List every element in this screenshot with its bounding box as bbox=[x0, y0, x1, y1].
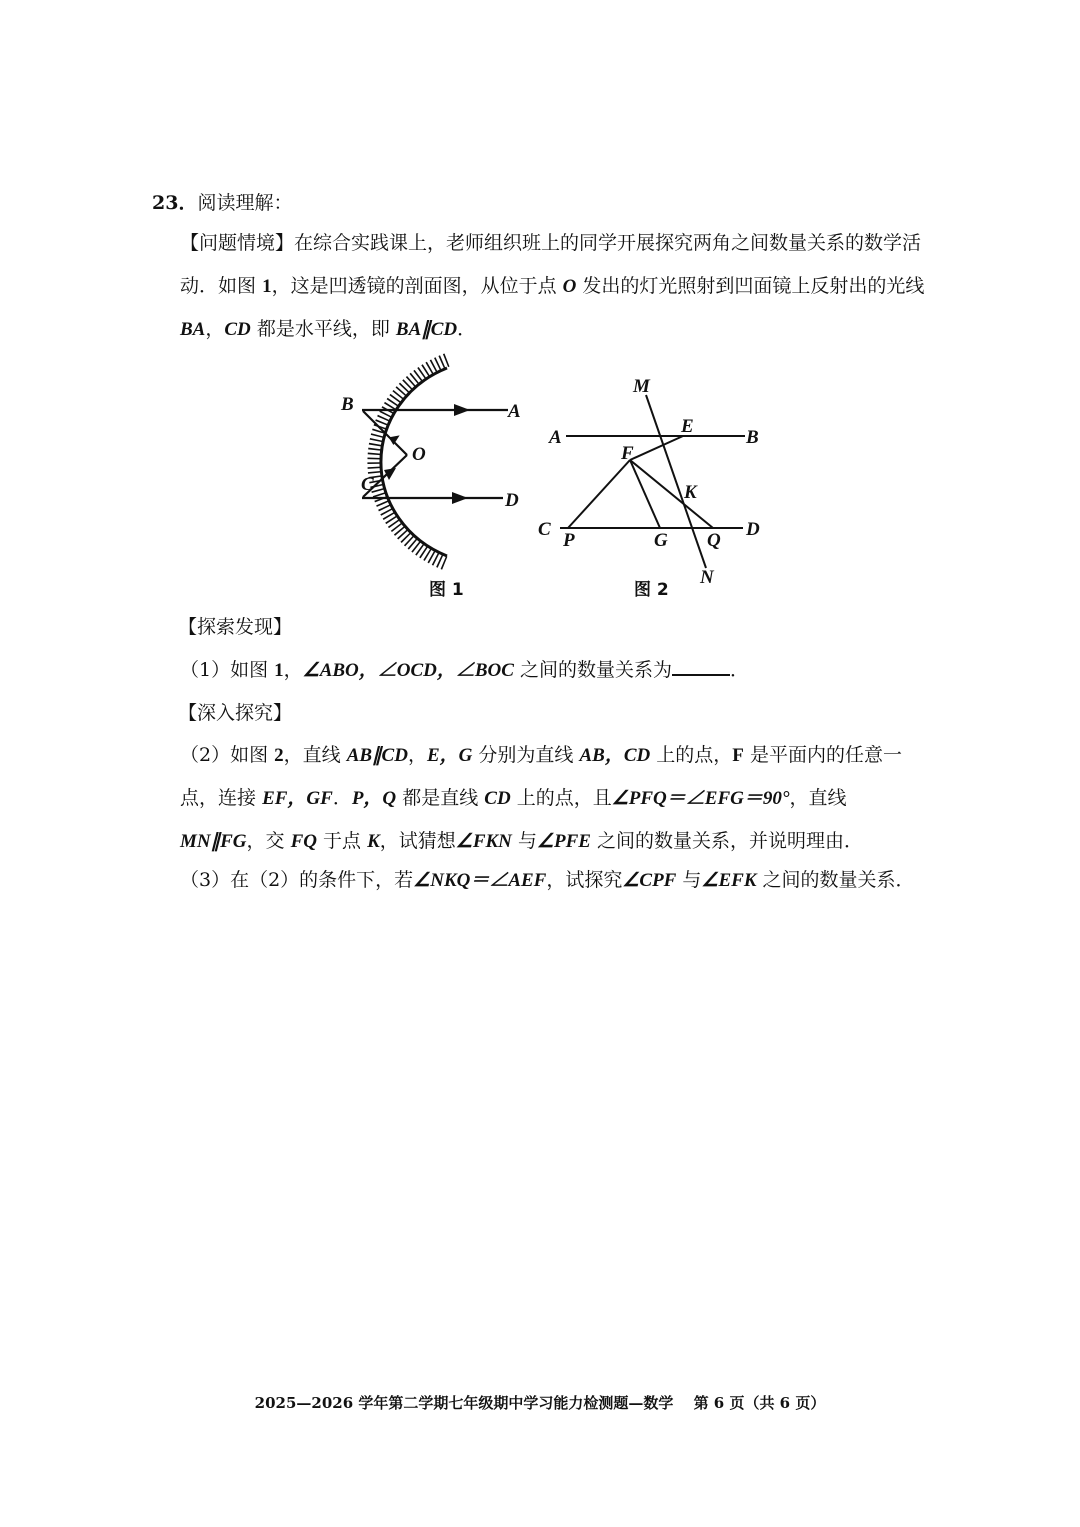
q1-answer-blank[interactable] bbox=[672, 660, 730, 676]
fig2-label-b: B bbox=[746, 427, 759, 448]
fig1-label-c: C bbox=[361, 474, 374, 495]
q2-text-o: 之间的数量关系，并说明理由． bbox=[597, 830, 864, 852]
q2-text-b: ，直线 bbox=[283, 744, 341, 766]
q3-text-d: 之间的数量关系． bbox=[762, 869, 915, 891]
q2-text-d: 分别为直线 bbox=[478, 744, 574, 766]
segment-ef bbox=[630, 436, 683, 460]
q1-text-a: （1）如图 bbox=[180, 659, 269, 681]
fig2-label-k: K bbox=[684, 482, 697, 503]
q1-text-c: 之间的数量关系为 bbox=[520, 659, 673, 681]
q2-text-a: （2）如图 bbox=[180, 744, 269, 766]
context-fig-ref: 1 bbox=[262, 276, 272, 297]
q2-text-h: 都是直线 bbox=[402, 787, 479, 809]
context-cd: CD bbox=[224, 319, 251, 340]
ray-ba-arrow bbox=[454, 404, 470, 416]
q2-lines-ab-cd: AB，CD bbox=[579, 745, 651, 766]
q2-text-c: ， bbox=[407, 744, 427, 766]
q2-line-cd: CD bbox=[484, 788, 511, 809]
q1-text-b: ， bbox=[283, 659, 303, 681]
context-text-d: 都是水平线，即 bbox=[256, 318, 390, 340]
segment-fg bbox=[630, 460, 660, 528]
q2-text-n: 与 bbox=[517, 830, 537, 852]
deep-tag: 【深入探究】 bbox=[178, 702, 293, 724]
q3-text-b: ，试探究 bbox=[546, 869, 623, 891]
question-number: 23． bbox=[152, 192, 198, 214]
q2-fq: FQ bbox=[290, 831, 317, 852]
context-end: ． bbox=[457, 318, 477, 340]
question-1 bbox=[180, 655, 749, 682]
q2-text-k: ，交 bbox=[246, 830, 285, 852]
q3-text-c: 与 bbox=[682, 869, 702, 891]
q2-parallel: AB∥CD bbox=[346, 745, 408, 766]
fig1-label-a: A bbox=[508, 401, 521, 422]
q2-points-pq: P，Q bbox=[351, 788, 397, 809]
segment-fp bbox=[568, 460, 630, 528]
fig2-label-a: A bbox=[549, 427, 562, 448]
q2-angle-fkn: ∠FKN bbox=[455, 831, 512, 852]
fig2-label-e: E bbox=[681, 416, 694, 437]
fig1-label-d: D bbox=[505, 490, 519, 511]
q2-mn-fg: MN∥FG bbox=[180, 831, 247, 852]
fig2-label-d: D bbox=[746, 519, 760, 540]
q2-points-eg: E，G bbox=[426, 745, 473, 766]
q2-point-k: K bbox=[367, 831, 380, 852]
context-text-c: 发出的灯光照射到凹面镜上反射出的光线 bbox=[582, 275, 925, 297]
fig2-label-f: F bbox=[621, 443, 634, 464]
explore-tag: 【探索发现】 bbox=[178, 616, 293, 638]
context-parallel: BA∥CD bbox=[395, 319, 458, 340]
q2-segments-ef-gf: EF，GF bbox=[262, 788, 333, 809]
q2-text-i: 上的点，且 bbox=[516, 787, 612, 809]
fig2-label-n: N bbox=[700, 567, 714, 588]
figure-2 bbox=[538, 376, 760, 600]
q1-end: ． bbox=[730, 659, 750, 681]
page-footer: 2025—2026 学年第二学期七年级期中学习能力检测题—数学 第 6 页（共 6 页） bbox=[254, 1394, 826, 1412]
q2-text-j: ，直线 bbox=[789, 787, 847, 809]
context-comma: ， bbox=[205, 318, 225, 340]
q1-fig-ref: 1 bbox=[274, 660, 284, 681]
context-text-b: ，这是凹透镜的剖面图，从位于点 bbox=[271, 275, 557, 297]
q2-angle-condition: ∠PFQ＝∠EFG＝90° bbox=[611, 788, 790, 809]
q2-angle-pfe: ∠PFE bbox=[536, 831, 591, 852]
fig2-caption: 图 2 bbox=[634, 580, 669, 600]
q3-text-a: （3）在（2）的条件下，若 bbox=[180, 869, 414, 891]
q2-fig-ref: 2 bbox=[274, 745, 284, 766]
figure-1 bbox=[340, 360, 521, 600]
fig2-label-m: M bbox=[633, 376, 650, 397]
q1-angles: ∠ABO，∠OCD，∠BOC bbox=[302, 660, 514, 681]
question-2 bbox=[180, 734, 930, 863]
q2-text-e: 上的点， bbox=[656, 744, 733, 766]
q2-text-f: 是平面内的任意一点，连接 bbox=[180, 744, 902, 809]
context-tag: 【问题情境】 bbox=[180, 232, 295, 254]
context-point-o: O bbox=[562, 276, 577, 297]
q2-text-m: ，试猜想 bbox=[379, 830, 456, 852]
fig2-label-c: C bbox=[538, 519, 551, 540]
fig1-label-b: B bbox=[341, 394, 354, 415]
q2-text-g: ． bbox=[332, 787, 352, 809]
context-text-a: 在综合实践课上，老师组织班上的同学开展探究两角之间数量关系的数学活动．如图 bbox=[180, 232, 922, 297]
question-title: 阅读理解： bbox=[197, 192, 293, 214]
fig2-label-q: Q bbox=[707, 530, 721, 551]
ray-cd-arrow bbox=[452, 492, 468, 504]
q3-angle-cpf: ∠CPF bbox=[622, 870, 677, 891]
context-ba: BA bbox=[180, 319, 206, 340]
question-3 bbox=[180, 865, 915, 892]
fig1-label-o: O bbox=[412, 444, 426, 465]
q3-condition: ∠NKQ＝∠AEF bbox=[413, 870, 547, 891]
fig2-label-p: P bbox=[563, 530, 575, 551]
fig1-caption: 图 1 bbox=[429, 580, 464, 600]
q3-angle-efk: ∠EFK bbox=[701, 870, 757, 891]
q2-text-l: 于点 bbox=[323, 830, 362, 852]
fig2-label-g: G bbox=[654, 530, 668, 551]
q2-point-f: F bbox=[732, 745, 744, 766]
